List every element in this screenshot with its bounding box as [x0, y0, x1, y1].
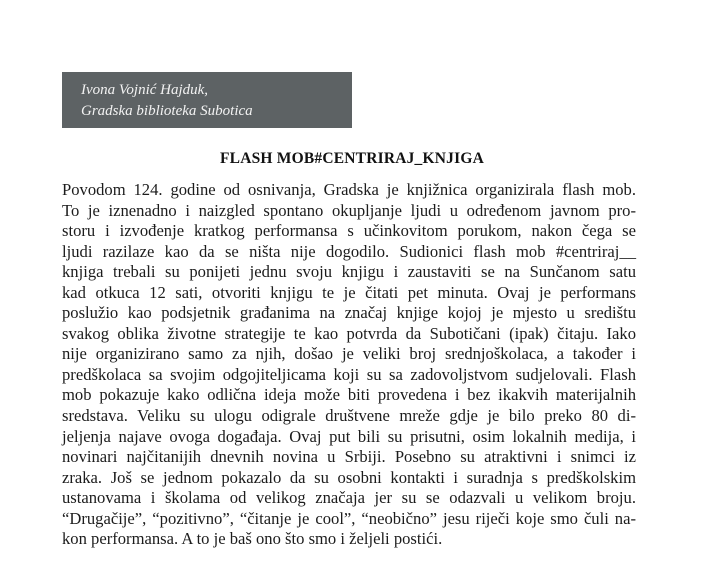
body-line: sredstava. Veliku su ulogu odigrale društvene mreže gdje je bilo preko 80 di- [62, 406, 636, 426]
body-line: novinari najčitanijih dnevnih novina u Srbiji. Posebno su atraktivni i snimci iz [62, 447, 636, 467]
author-box [62, 72, 352, 128]
article-body [62, 180, 636, 550]
body-line: ljudi razilaze kao da se ništa nije dogodilo. Sudionici flash mob #centriraj__ [62, 241, 636, 261]
body-line: svakog oblika životne strategije te kao potvrda da Subotičani (ipak) čitaju. Iako [62, 323, 636, 343]
body-line: nije organizirano samo za njih, došao je veliki broj srednjoškolaca, a također i [62, 344, 636, 364]
body-line: “Drugačije”, “pozitivno”, “čitanje je cool”, “neobično” jesu riječi koje smo čuli na- [62, 508, 636, 528]
author-name: Ivona Vojnić Hajduk, [81, 82, 209, 98]
body-line: jeljenja najave ovoga događaja. Ovaj put bili su prisutni, osim lokalnih medija, i [62, 426, 636, 446]
body-line: poslužio kao podsjetnik građanima na značaj knjige kojoj je mjesto u središtu [62, 303, 636, 323]
body-line: To je iznenadno i naizgled spontano okupljanje ljudi u određenom javnom pro- [62, 200, 636, 220]
body-line: mob pokazuje kako odlična ideja može biti provedena i bez ikakvih materijalnih [62, 385, 636, 405]
body-line: predškolaca sa svojim odgojiteljicama koji su sa zadovoljstvom sudjelovali. Flash [62, 364, 636, 384]
body-line: storu i izvođenje kratkog performansa s učinkovitom porukom, nakon čega se [62, 221, 636, 241]
author-affiliation: Gradska biblioteka Subotica [81, 103, 253, 119]
body-line: kon performansa. A to je baš ono što smo i željeli postići. [62, 529, 443, 549]
body-line: Povodom 124. godine od osnivanja, Gradska je knjižnica organizirala flash mob. [62, 180, 636, 199]
article-title: FLASH MOB#CENTRIRAJ_KNJIGA [220, 150, 484, 167]
body-line: ustanovama i školama od velikog značaja jer su se odazvali u velikom broju. [62, 488, 636, 508]
body-line: zraka. Još se jednom pokazalo da su osobni kontakti i suradnja s predškolskim [62, 467, 636, 487]
body-line: knjiga trebali su ponijeti jednu svoju knjigu i zaustaviti se na Sunčanom satu [62, 262, 636, 282]
body-line: kad otkuca 12 sati, otvoriti knjigu te je čitati pet minuta. Ovaj je performans [62, 282, 636, 302]
